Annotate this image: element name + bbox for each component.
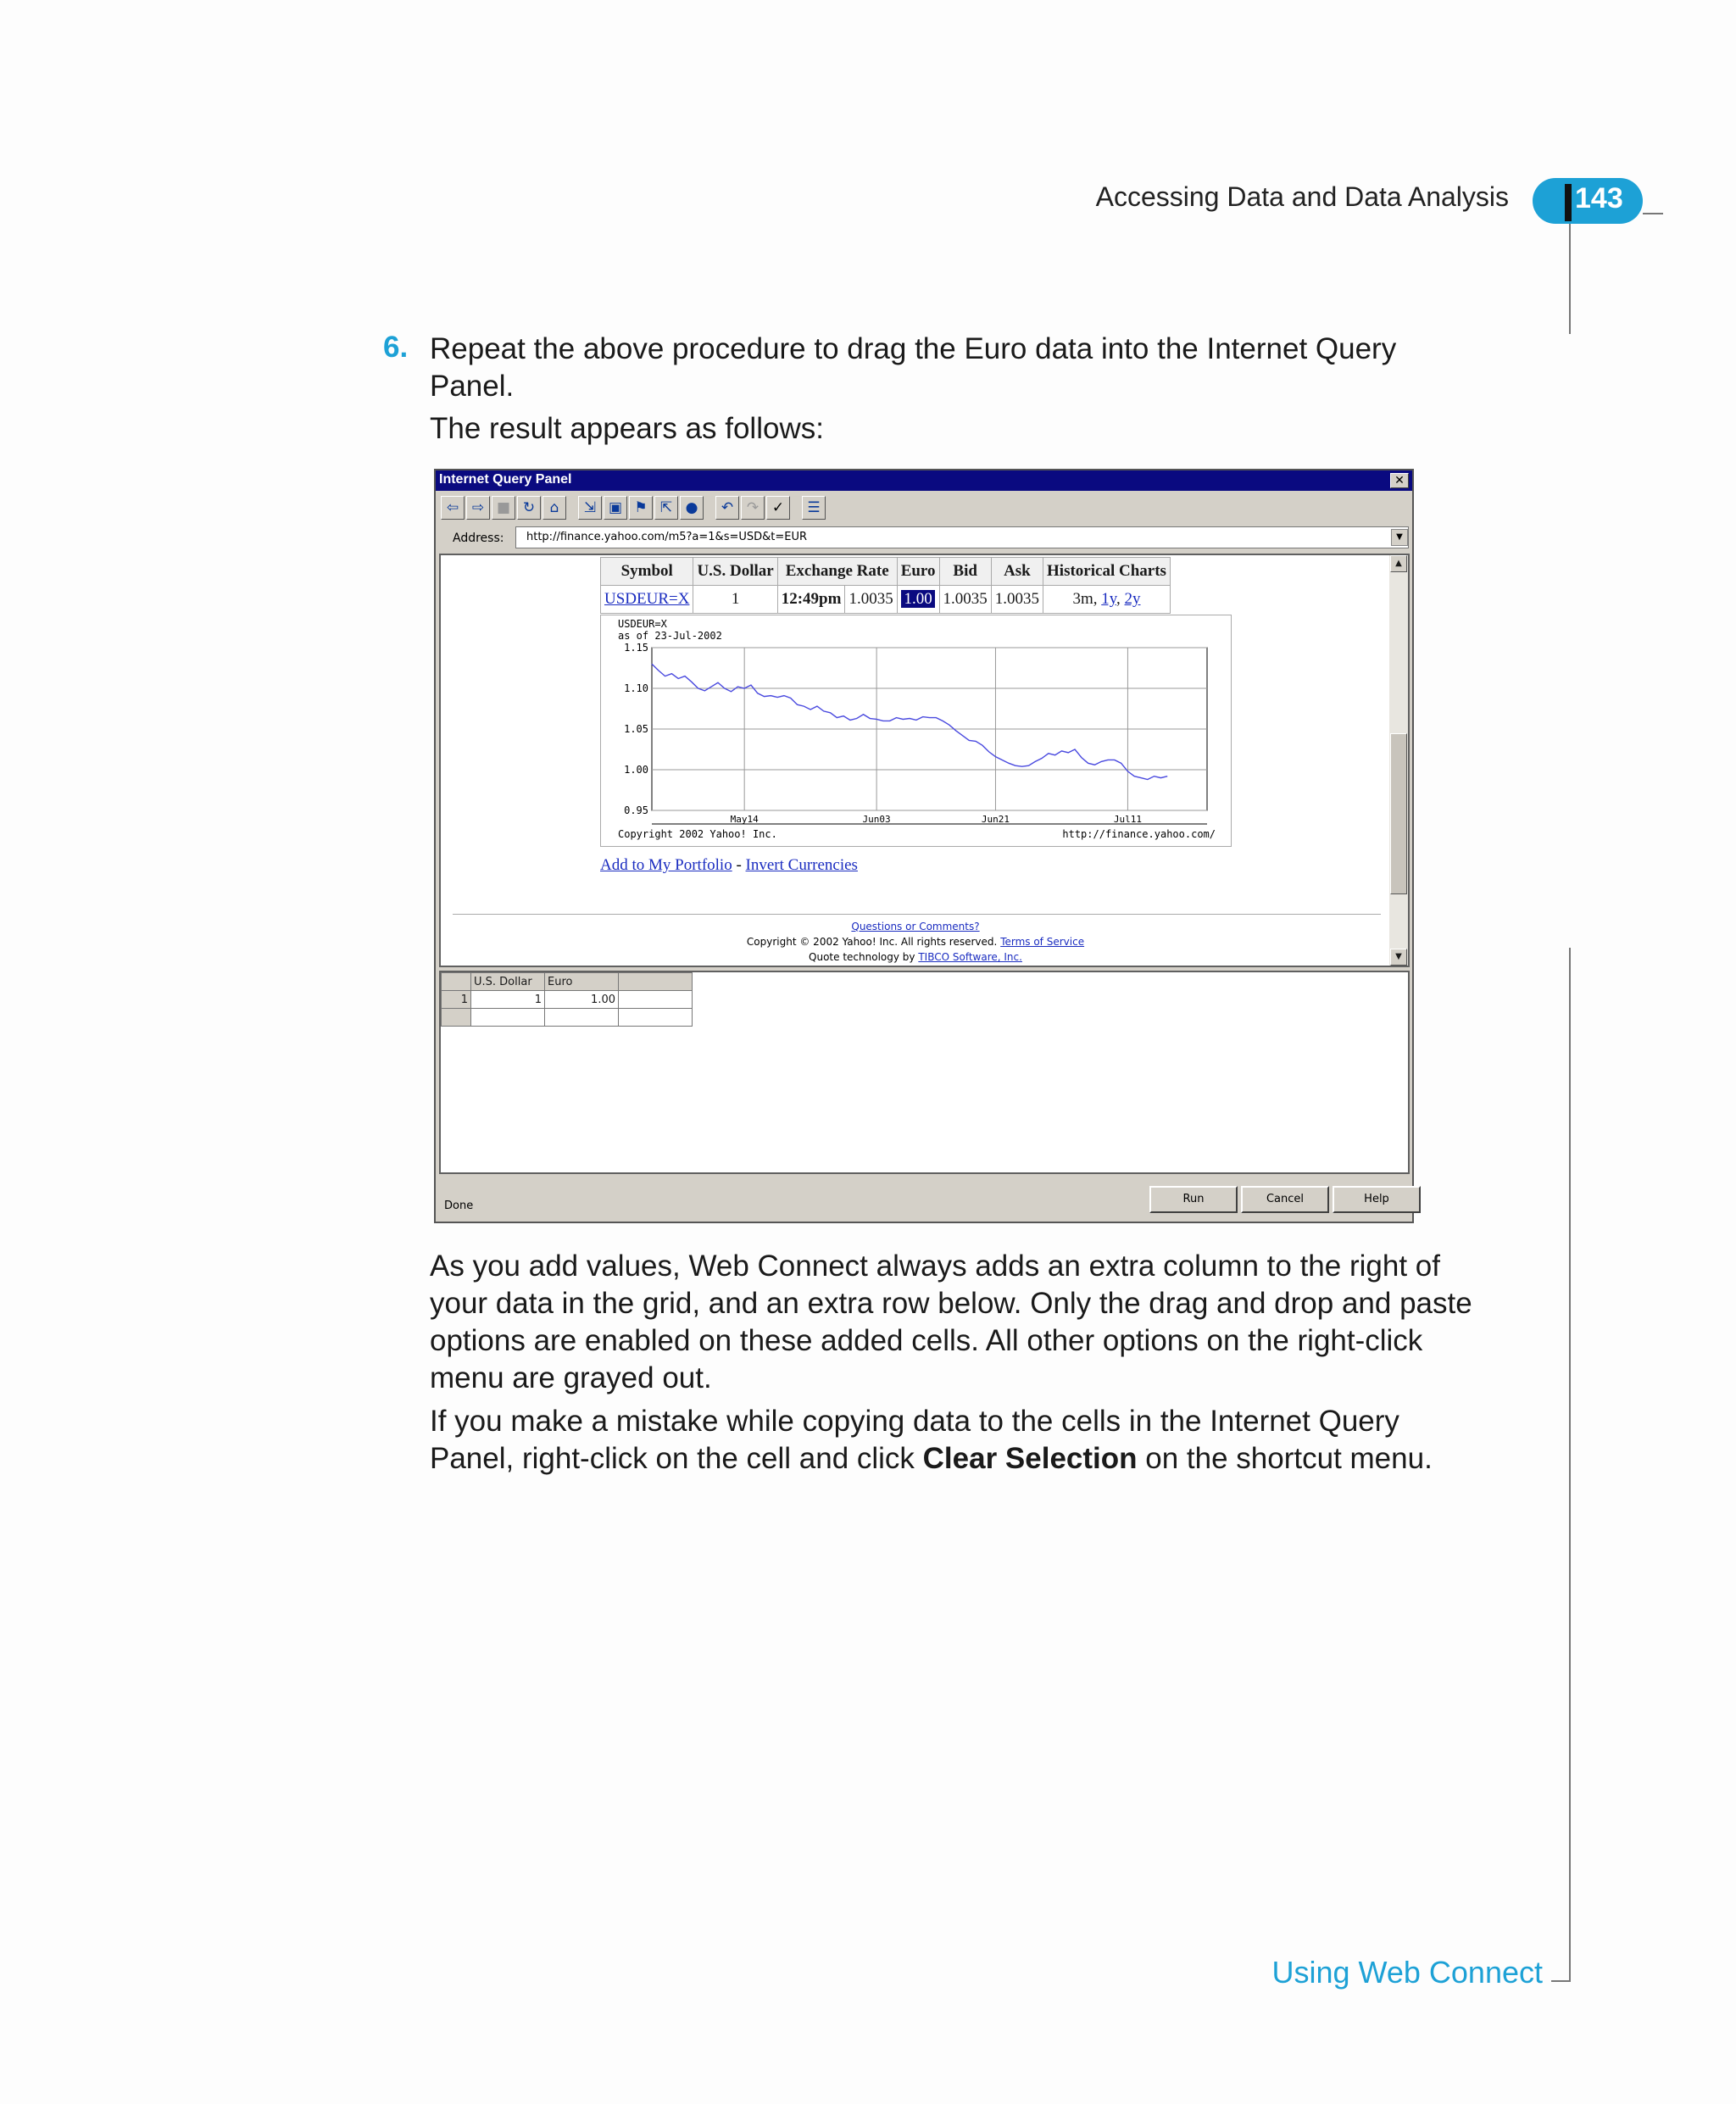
vertical-scrollbar[interactable] xyxy=(1389,555,1408,966)
ask-value: 1.0035 xyxy=(991,586,1043,614)
browser-pane xyxy=(439,554,1410,967)
chart-copyright: Copyright 2002 Yahoo! Inc. xyxy=(618,828,777,840)
grid-col-usd[interactable]: U.S. Dollar xyxy=(471,973,545,991)
paragraph-clear-selection xyxy=(430,1403,1481,1478)
rate-value: 1.0035 xyxy=(845,586,897,614)
grid-corner xyxy=(442,973,471,991)
quote-tech-text: Quote technology by xyxy=(809,951,915,963)
paragraph-extra-column: As you add values, Web Connect always adds an extra column to the right of your data in the grid, and an extra row below. Only the drag and drop and paste options are enabled on these added cells. All other options on the right-click menu are grayed out. xyxy=(430,1250,1472,1394)
col-ask: Ask xyxy=(991,558,1043,586)
run-button[interactable]: Run xyxy=(1149,1186,1238,1213)
filter-icon[interactable]: ⚑ xyxy=(629,496,653,520)
address-field[interactable] xyxy=(515,526,1409,548)
step-number: 6. xyxy=(383,331,409,364)
window-title: Internet Query Panel xyxy=(439,472,572,487)
hist-separator: , xyxy=(1116,590,1121,608)
grid-col-euro[interactable]: Euro xyxy=(545,973,619,991)
col-exchange-rate: Exchange Rate xyxy=(777,558,897,586)
page-number-tab xyxy=(1533,178,1643,224)
result-text: The result appears as follows: xyxy=(430,412,824,445)
chart-y-tick-label: 1.05 xyxy=(624,723,648,735)
grid-cell-extra-3[interactable] xyxy=(619,1009,693,1027)
page-tab-bar xyxy=(1565,184,1572,221)
refresh-icon[interactable]: ↻ xyxy=(517,496,541,520)
margin-rule-bottom xyxy=(1569,948,1571,1982)
chart-y-tick-label: 0.95 xyxy=(624,804,648,816)
links-separator: - xyxy=(736,856,742,874)
forward-arrow-icon[interactable]: ⇨ xyxy=(466,496,490,520)
euro-value: 1.00 xyxy=(901,590,934,608)
redo-icon[interactable]: ↷ xyxy=(741,496,765,520)
col-bid: Bid xyxy=(939,558,991,586)
home-icon[interactable]: ⌂ xyxy=(542,496,566,520)
chart-subtitle: as of 23-Jul-2002 xyxy=(618,630,722,642)
tibco-link[interactable]: TIBCO Software, Inc. xyxy=(918,951,1022,963)
grid-row-number-extra xyxy=(442,1009,471,1027)
margin-rule-top xyxy=(1569,224,1571,334)
info-icon[interactable]: ● xyxy=(680,496,704,520)
address-dropdown-icon[interactable]: ▼ xyxy=(1391,529,1408,546)
grid-row xyxy=(442,991,693,1009)
help-button[interactable]: Help xyxy=(1333,1186,1421,1213)
hist-2y-link[interactable]: 2y xyxy=(1124,590,1141,608)
footer-rule xyxy=(1551,1980,1571,1982)
invert-currencies-link[interactable]: Invert Currencies xyxy=(745,856,858,874)
running-header-title: Accessing Data and Data Analysis xyxy=(1095,181,1509,212)
cancel-button[interactable]: Cancel xyxy=(1241,1186,1329,1213)
grid-header-row xyxy=(442,973,693,991)
exchange-rate-chart xyxy=(600,615,1232,847)
col-us-dollar: U.S. Dollar xyxy=(693,558,777,586)
toolbar xyxy=(441,496,826,521)
scroll-up-icon[interactable]: ▲ xyxy=(1390,555,1407,572)
col-euro: Euro xyxy=(897,558,939,586)
chart-x-tick-label: Jun21 xyxy=(981,814,1010,825)
historical-charts-cell xyxy=(1043,586,1171,614)
header-rule xyxy=(1643,213,1663,214)
query-grid-area xyxy=(439,971,1410,1174)
grid-cell-extra-1[interactable] xyxy=(471,1009,545,1027)
status-text: Done xyxy=(444,1200,474,1212)
chart-y-tick-label: 1.00 xyxy=(624,764,648,776)
grid-extra-row xyxy=(442,1009,693,1027)
internet-query-panel-window xyxy=(434,469,1414,1223)
quote-table xyxy=(600,557,1171,614)
grid-col-extra[interactable] xyxy=(619,973,693,991)
page-number: 143 xyxy=(1575,182,1623,214)
chart-x-tick-label: Jun03 xyxy=(862,814,891,825)
chart-series-line xyxy=(652,664,1167,779)
hist-3m: 3m, xyxy=(1072,590,1098,608)
close-icon[interactable]: ✕ xyxy=(1390,473,1409,488)
query-grid xyxy=(441,972,693,1027)
scroll-down-icon[interactable]: ▼ xyxy=(1390,949,1407,966)
grid-cell-euro[interactable]: 1.00 xyxy=(545,991,619,1009)
p2-prefix: If you make a mistake while copying data to the cells in the Internet Query Panel, right-click on the cell and click xyxy=(430,1405,1399,1475)
quote-time: 12:49pm xyxy=(777,586,845,614)
hist-1y-link[interactable]: 1y xyxy=(1101,590,1117,608)
col-historical-charts: Historical Charts xyxy=(1043,558,1171,586)
running-footer: Using Web Connect xyxy=(1271,1955,1543,1990)
grid-row-number: 1 xyxy=(442,991,471,1009)
page-divider xyxy=(453,914,1381,915)
euro-cell[interactable] xyxy=(897,586,939,614)
bid-value: 1.0035 xyxy=(939,586,991,614)
export-icon[interactable]: ⇱ xyxy=(654,496,678,520)
terms-link[interactable]: Terms of Service xyxy=(1000,936,1085,948)
properties-icon[interactable]: ☰ xyxy=(802,496,826,520)
chart-source-url: http://finance.yahoo.com/ xyxy=(1062,828,1216,840)
grid-cell-usd[interactable]: 1 xyxy=(471,991,545,1009)
stop-icon[interactable]: ■ xyxy=(492,496,515,520)
grid-cell-extra-2[interactable] xyxy=(545,1009,619,1027)
add-to-portfolio-link[interactable]: Add to My Portfolio xyxy=(600,856,732,874)
chart-y-tick-label: 1.15 xyxy=(624,642,648,654)
usd-value: 1 xyxy=(693,586,777,614)
questions-link[interactable]: Questions or Comments? xyxy=(851,921,980,932)
symbol-link[interactable]: USDEUR=X xyxy=(601,586,693,614)
copyright-text: Copyright © 2002 Yahoo! Inc. All rights reserved. xyxy=(746,936,998,948)
chart-links xyxy=(600,856,858,875)
save-icon[interactable]: ▣ xyxy=(604,496,627,520)
status-bar xyxy=(439,1177,1410,1218)
clear-selection-term: Clear Selection xyxy=(922,1442,1138,1475)
window-titlebar xyxy=(436,470,1412,491)
p2-suffix: on the shortcut menu. xyxy=(1137,1442,1433,1475)
col-symbol: Symbol xyxy=(601,558,693,586)
chart-svg xyxy=(601,615,1231,846)
back-arrow-icon[interactable]: ⇦ xyxy=(441,496,465,520)
scroll-thumb[interactable] xyxy=(1390,733,1407,894)
chart-y-tick-label: 1.10 xyxy=(624,682,648,694)
step-text: Repeat the above procedure to drag the Euro data into the Internet Query Panel. xyxy=(430,332,1397,403)
copyright-line xyxy=(441,936,1390,948)
import-icon[interactable]: ⇲ xyxy=(578,496,602,520)
chart-x-tick-label: May14 xyxy=(730,814,759,825)
chart-x-tick-label: Jul11 xyxy=(1113,814,1142,825)
undo-icon[interactable]: ↶ xyxy=(715,496,739,520)
quote-row xyxy=(601,586,1171,614)
check-icon[interactable]: ✓ xyxy=(766,496,790,520)
quote-header-row xyxy=(601,558,1171,586)
chart-title: USDEUR=X xyxy=(618,618,667,630)
questions-line xyxy=(441,921,1390,932)
address-label: Address: xyxy=(453,532,504,545)
address-value: http://finance.yahoo.com/m5?a=1&s=USD&t=EUR xyxy=(526,531,808,543)
quote-tech-line xyxy=(441,951,1390,963)
grid-cell-extra[interactable] xyxy=(619,991,693,1009)
